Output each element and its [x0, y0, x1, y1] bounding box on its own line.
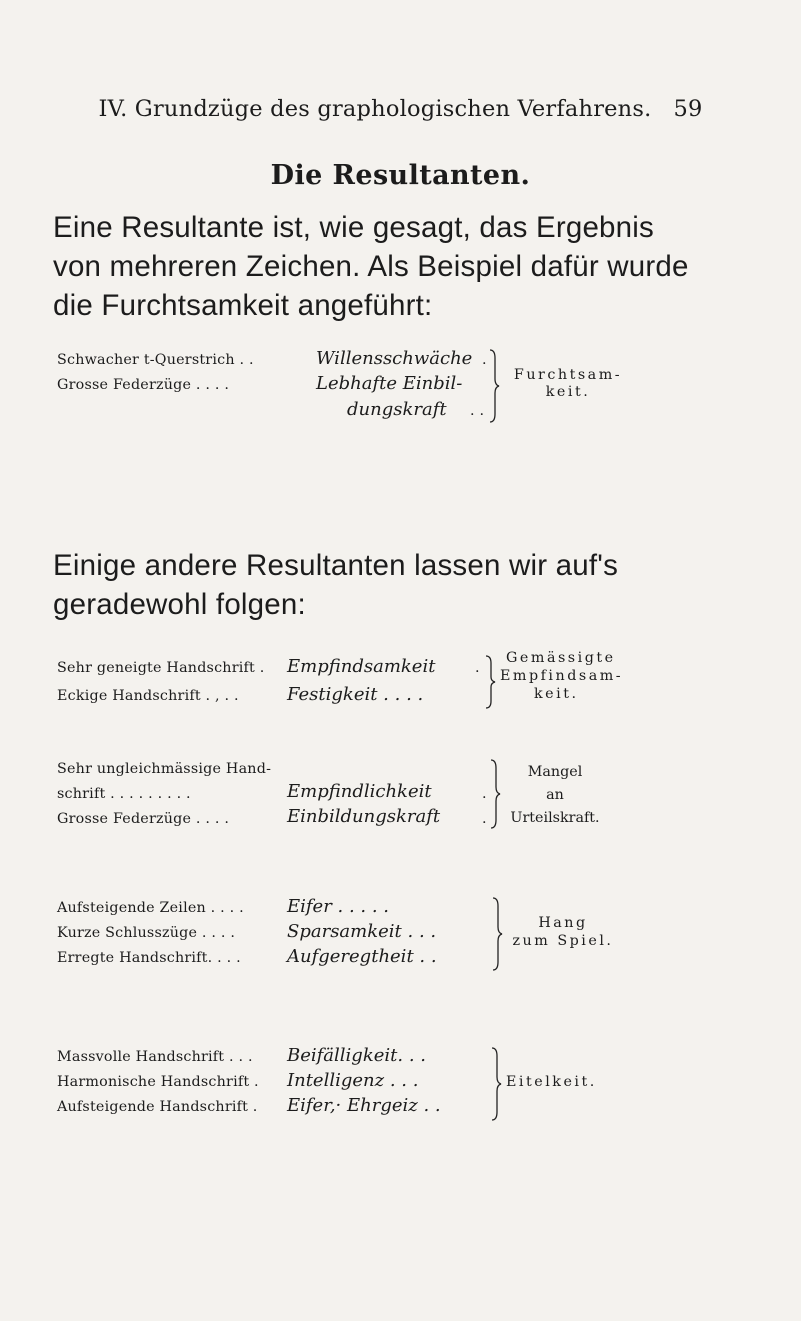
- group2-brace-icon: [489, 758, 501, 830]
- group3-row1-feature: Aufsteigende Zeilen . . . .: [57, 900, 244, 916]
- group2-row2-feature: schrift . . . . . . . . .: [57, 786, 191, 802]
- running-title: IV. Grundzüge des graphologischen Verfahrens.: [98, 96, 652, 122]
- example-row2-trait: Lebhafte Einbil-: [316, 373, 463, 394]
- group1-result-line2: Empfindsam-: [500, 668, 624, 684]
- group1-result-line3: keit.: [534, 686, 579, 702]
- example-row1-trait: Willensschwäche: [316, 348, 473, 369]
- group1-row2-trait: Festigkeit . . . .: [287, 684, 424, 705]
- group1-result-line1: Gemässigte: [506, 650, 616, 666]
- group1-row2-feature: Eckige Handschrift . , . .: [57, 688, 239, 704]
- group2-row3-dot: .: [482, 811, 487, 827]
- group3-row1-trait: Eifer . . . . .: [287, 896, 390, 917]
- intro-line-1: Eine Resultante ist, wie gesagt, das Ergebnis: [53, 211, 654, 244]
- example-brace-icon: [488, 348, 500, 424]
- group2-row1-feature: Sehr ungleichmässige Hand-: [57, 761, 272, 777]
- example-row1-feature: Schwacher t-Querstrich . .: [57, 352, 254, 368]
- group1-brace-icon: [484, 654, 496, 710]
- group3-result-line1: Hang: [538, 915, 588, 931]
- group4-row3-feature: Aufsteigende Handschrift .: [57, 1099, 258, 1115]
- group3-brace-icon: [491, 896, 503, 972]
- group2-result-line2: an: [546, 787, 564, 803]
- transition-line-2: geradewohl folgen:: [53, 588, 306, 621]
- group4-row2-trait: Intelligenz . . .: [287, 1070, 419, 1091]
- group2-result-line1: Mangel: [527, 764, 583, 780]
- example-result-line1: Furchtsam-: [513, 367, 623, 383]
- example-result-line2: keit.: [545, 384, 591, 400]
- example-row1-dot: .: [482, 352, 487, 368]
- page-number: 59: [673, 96, 703, 122]
- transition-line-1: Einige andere Resultanten lassen wir auf's: [53, 549, 619, 582]
- group4-row3-trait: Eifer,· Ehrgeiz . .: [287, 1095, 441, 1116]
- group3-row2-feature: Kurze Schlusszüge . . . .: [57, 925, 236, 941]
- group4-row1-feature: Massvolle Handschrift . . .: [57, 1049, 253, 1065]
- group3-row2-trait: Sparsamkeit . . .: [287, 921, 437, 942]
- group2-row3-feature: Grosse Federzüge . . . .: [57, 811, 230, 827]
- group2-result-line3: Urteilskraft.: [510, 810, 600, 826]
- running-header: [0, 96, 801, 122]
- intro-line-2: von mehreren Zeichen. Als Beispiel dafür wurde: [53, 250, 689, 283]
- group2-row2-trait: Empfindlichkeit: [287, 781, 432, 802]
- group3-row3-trait: Aufgeregtheit . .: [287, 946, 437, 967]
- group4-brace-icon: [490, 1046, 502, 1122]
- group4-result-line1: Eitelkeit.: [506, 1074, 597, 1090]
- section-title: Die Resultanten.: [270, 160, 531, 191]
- group4-row1-trait: Beifälligkeit. . .: [287, 1045, 426, 1066]
- group4-row2-feature: Harmonische Handschrift .: [57, 1074, 259, 1090]
- example-row2-feature: Grosse Federzüge . . . .: [57, 377, 230, 393]
- intro-line-3: die Furchtsamkeit angeführt:: [53, 289, 433, 322]
- group3-result-line2: zum Spiel.: [512, 933, 614, 949]
- example-row3-trait: dungskraft: [347, 399, 447, 420]
- group1-row1-trait: Empfindsamkeit: [287, 656, 436, 677]
- group1-row1-dot: .: [475, 660, 480, 676]
- example-row3-dots: . .: [470, 403, 485, 419]
- group3-row3-feature: Erregte Handschrift. . . .: [57, 950, 241, 966]
- group2-row3-trait: Einbildungskraft: [287, 806, 441, 827]
- group2-row2-dot: .: [482, 786, 487, 802]
- group1-row1-feature: Sehr geneigte Handschrift .: [57, 660, 265, 676]
